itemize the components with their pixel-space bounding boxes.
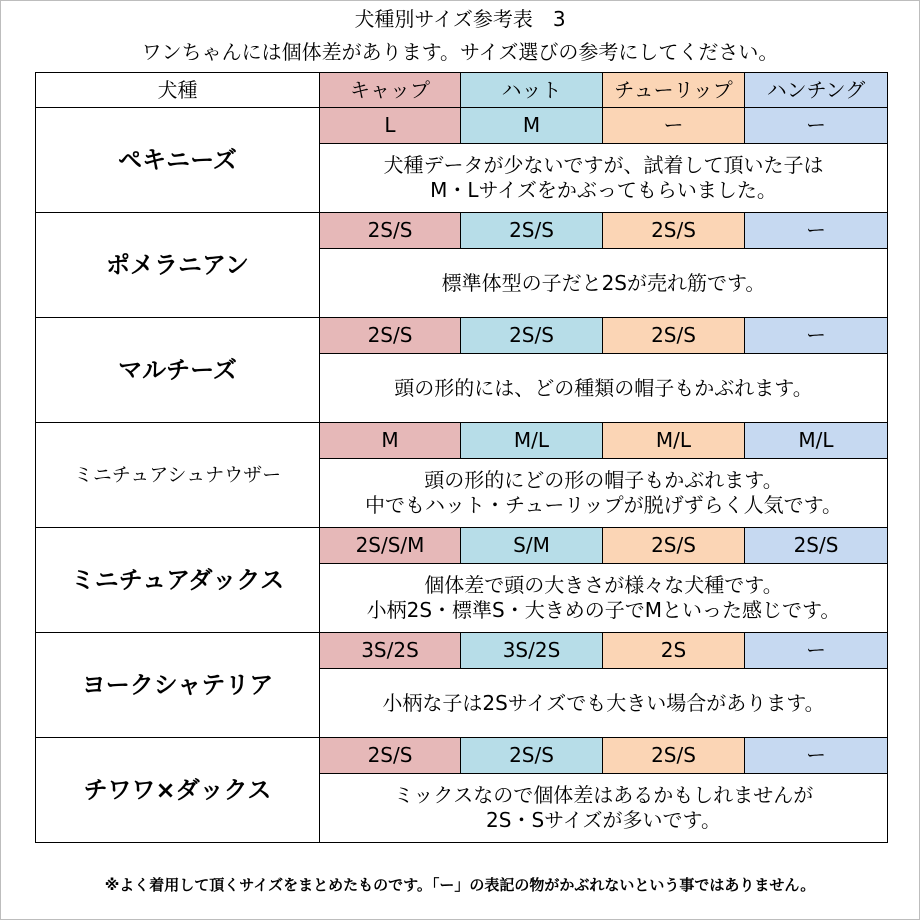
note-line-1: 頭の形的にどの形の帽子もかぶれます。 [424,468,783,492]
breed-note [320,354,888,423]
size-cap: 2S/S [320,318,461,354]
breed-size-row [36,108,888,144]
size-hat: M/L [461,423,603,459]
size-tulip: 2S [603,633,745,669]
breed-name: チワワ×ダックス [36,738,320,843]
breed-size-row [36,738,888,774]
header-hunting: ハンチング [745,73,888,108]
size-tulip: M/L [603,423,745,459]
note-line-1: 個体差で頭の大きさが様々な犬種です。 [424,573,783,597]
size-hunting: ー [745,318,888,354]
breed-note [320,249,888,318]
breed-size-row [36,528,888,564]
size-hunting: M/L [745,423,888,459]
breed-name: ミニチュアダックス [36,528,320,633]
note-line-2: 小柄2S・標準S・大きめの子でMといった感じです。 [366,598,841,622]
note-line-2: 2S・Sサイズが多いです。 [486,808,721,832]
breed-size-row [36,213,888,249]
breed-name: ヨークシャテリア [36,633,320,738]
note-line-1: ミックスなので個体差はあるかもしれませんが [393,783,814,807]
breed-name: ペキニーズ [36,108,320,213]
note-line-1: 犬種データが少ないですが、試着して頂いた子は [383,153,824,177]
size-cap: M [320,423,461,459]
page-title: 犬種別サイズ参考表 3 [354,7,566,31]
size-tulip: 2S/S [603,213,745,249]
size-tulip: 2S/S [603,738,745,774]
size-hat: 2S/S [461,318,603,354]
header-breed: 犬種 [36,73,320,108]
size-hunting: ー [745,738,888,774]
size-hunting: ー [745,213,888,249]
size-hat: 2S/S [461,213,603,249]
breed-name: ミニチュアシュナウザー [36,423,320,528]
note-line-1: 頭の形的には、どの種類の帽子もかぶれます。 [394,375,813,400]
note-line-2: 中でもハット・チューリップが脱げずらく人気です。 [365,493,842,517]
size-table [35,72,888,843]
header-cap: キャップ [320,73,461,108]
size-hunting: ー [745,108,888,144]
note-line-1: 小柄な子は2Sサイズでも大きい場合があります。 [382,690,825,715]
size-cap: 2S/S [320,213,461,249]
breed-note [320,459,888,528]
breed-size-row [36,423,888,459]
breed-note [320,669,888,738]
size-cap: 2S/S/M [320,528,461,564]
size-tulip: ー [603,108,745,144]
breed-note [320,564,888,633]
size-hunting: 2S/S [745,528,888,564]
size-hat: S/M [461,528,603,564]
header-hat: ハット [461,73,603,108]
header-row [36,73,888,108]
breed-size-row [36,318,888,354]
size-hat: 2S/S [461,738,603,774]
size-tulip: 2S/S [603,318,745,354]
footnote: ※よく着用して頂くサイズをまとめたものです。「ー」の表記の物がかぶれないという事ではありません。 [104,876,816,894]
note-line-1: 標準体型の子だと2Sが売れ筋です。 [441,270,766,295]
size-hunting: ー [745,633,888,669]
breed-name: マルチーズ [36,318,320,423]
header-tulip: チューリップ [603,73,745,108]
size-hat: M [461,108,603,144]
breed-note [320,144,888,213]
breed-size-row [36,633,888,669]
size-cap: 2S/S [320,738,461,774]
size-hat: 3S/2S [461,633,603,669]
size-cap: 3S/2S [320,633,461,669]
size-cap: L [320,108,461,144]
page-subtitle: ワンちゃんには個体差があります。サイズ選びの参考にしてください。 [141,40,779,64]
breed-name: ポメラニアン [36,213,320,318]
breed-note [320,774,888,843]
note-line-2: M・Lサイズをかぶってもらいました。 [430,178,777,202]
size-tulip: 2S/S [603,528,745,564]
